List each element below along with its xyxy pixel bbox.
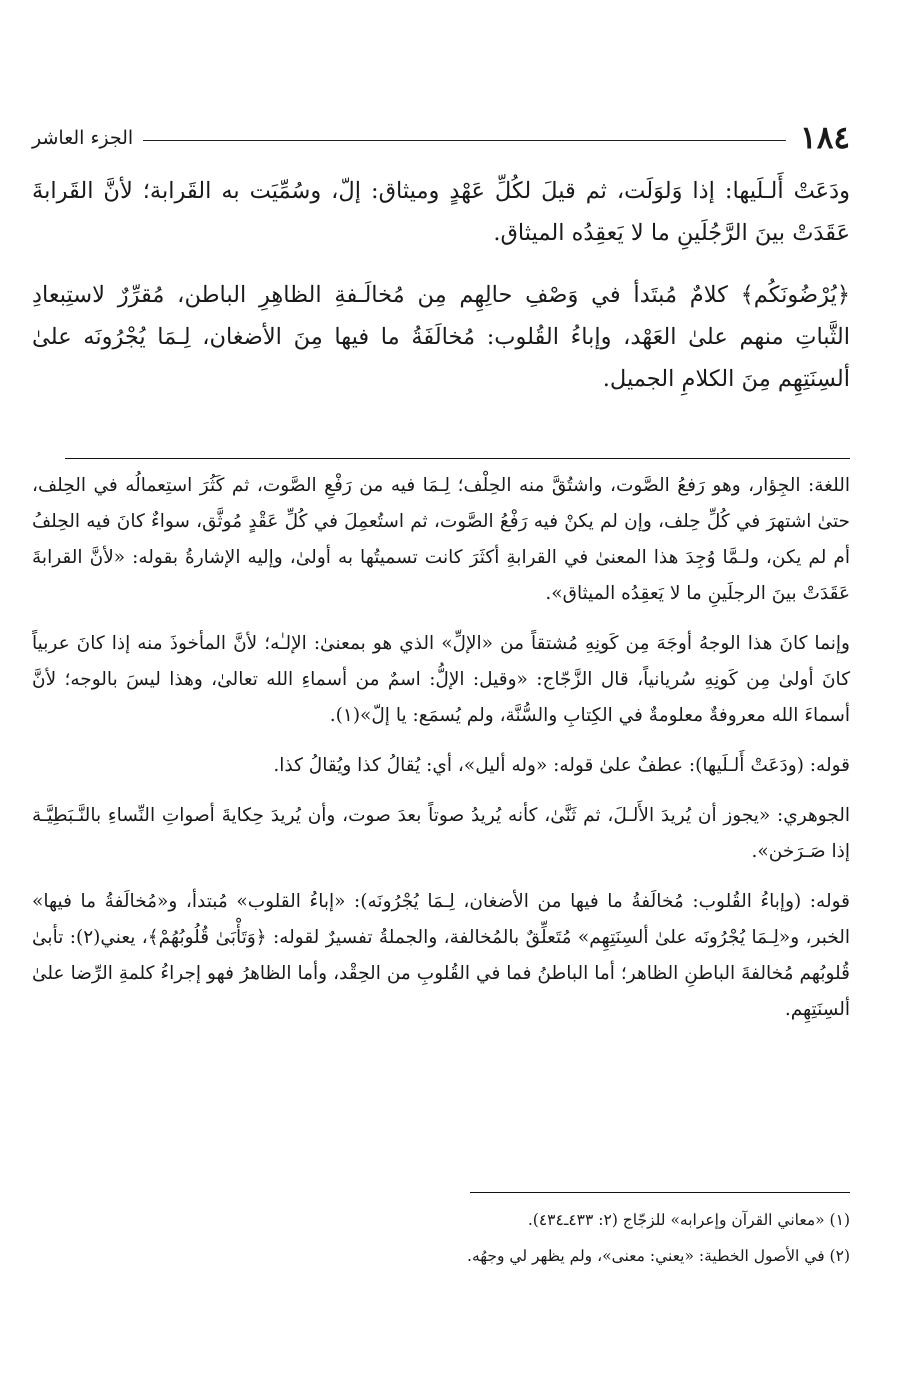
commentary-paragraph: اللغة: الجِؤار، وهو رَفعُ الصَّوت، واشتُقَّ منه الحِلْف؛ لِـمَا فيه من رَفْعِ الصَّوت، ثم كَثُرَ استِعمالُه في الحِلف، حتىٰ اشتهرَ في كُلِّ حِلف، وإن لم يكنْ فيه رَفْعُ الصَّوت، ثم استُعمِلَ في كُلِّ عَقْدٍ مُوثَّق، سواءٌ كانَ فيه الحِلفُ أم لم يكن، ولـمَّا وُجِدَ هذا المعنىٰ في القرابةِ أكثَرَ كانت تسميتُها به أولىٰ، وإليه الإشارةُ بقوله: «لأنَّ القرابةَ عَقَدَتْ بينَ الرجلَينِ ما لا يَعقِدُه الميثاق». (32, 475, 850, 604)
commentary-paragraph: الجوهري: «يجوز أن يُريدَ الأَلـلَ، ثم ثَنَّىٰ، كأنه يُريدُ صوتاً بعدَ صوت، وأن يُريدَ حِكايةَ أصواتِ النِّساءِ بالنَّـبَطِيَّـة إذا صَـرَخن». (32, 805, 850, 862)
commentary-text (32, 468, 850, 1042)
main-paragraph: ﴿يُرْضُونَكُم﴾ كلامٌ مُبتَدأ في وَصْفِ حالِهِم مِن مُخالَـفةِ الظاهِرِ الباطن، مُقرِّرٌ لاستِبعادِ الثَّباتِ منهم علىٰ العَهْد، وإباءُ القُلوب: مُخالَفَةُ ما فيها مِنَ الأضغان، لِـمَا يُجْرُونَه علىٰ ألسِنَتِهِم مِنَ الكلامِ الجميل. (32, 282, 850, 392)
footnote: (١) «معاني القرآن وإعرابه» للزجّاج (٢: ٤٣٣ـ٤٣٤). (527, 1211, 850, 1229)
footnote-divider (470, 1192, 850, 1193)
main-text (32, 170, 850, 420)
main-paragraph: ودَعَتْ أَلـلَيها: إذا وَلوَلَت، ثم قيلَ لكُلِّ عَهْدٍ وميثاق: إلّ، وسُمِّيَت به القَرابة؛ لأنَّ القَرابةَ عَقَدَتْ بينَ الرَّجُلَينِ ما لا يَعقِدُه الميثاق. (32, 178, 850, 246)
running-title: الجزء العاشر (32, 127, 134, 149)
commentary-paragraph: قوله: (ودَعَتْ أَلـلَيها): عطفٌ علىٰ قوله: «وله أليل»، أي: يُقالُ كذا ويُقالُ كذا. (273, 755, 850, 776)
page-header (32, 118, 850, 158)
header-rule (143, 140, 786, 141)
text-divider (65, 458, 850, 459)
page-number: ١٨٤ (800, 120, 850, 156)
footnote: (٢) في الأصول الخطية: «يعني: معنى»، ولم يظهر لي وجهُه. (467, 1247, 850, 1265)
commentary-paragraph: وإنما كانَ هذا الوجهُ أوجَهَ مِن كَونِهِ مُشتقاً من «الإلِّ» الذي هو بمعنىٰ: الإلـٰه؛ لأنَّ المأخوذَ منه إذا كانَ عربياً كانَ أولىٰ مِن كَونِهِ سُريانياً، قال الزَّجّاج: «وقيل: الإلُّ: اسمٌ من أسماءِ الله تعالىٰ، وهذا ليسَ بالوجه؛ لأنَّ أسماءَ الله معروفةٌ معلومةٌ في الكِتابِ والسُّنَّة، ولم يُسمَع: يا إلّ»(١). (32, 633, 850, 726)
commentary-paragraph: قوله: (وإباءُ القُلوب: مُخالَفةُ ما فيها من الأضغان، لِـمَا يُجْرُونَه): «إباءُ القلوب» مُبتدأ، و«مُخالَفةُ ما فيها» الخبر، و«لِـمَا يُجْرُونَه علىٰ ألسِنَتِهِم» مُتَعلِّقٌ بالمُخالفة، والجملةُ تفسيرٌ لقوله: ﴿وَتَأْبَىٰ قُلُوبُهُمْ﴾، يعني(٢): تأبىٰ قُلوبُهم مُخالفةَ الباطنِ الظاهر؛ أما الباطنُ فما في القُلوبِ من الحِقْد، وأما الظاهرُ فهو إجراءُ كلمةِ الرِّضا علىٰ ألسِنَتِهِم. (32, 891, 850, 1020)
footnotes (32, 1205, 850, 1277)
